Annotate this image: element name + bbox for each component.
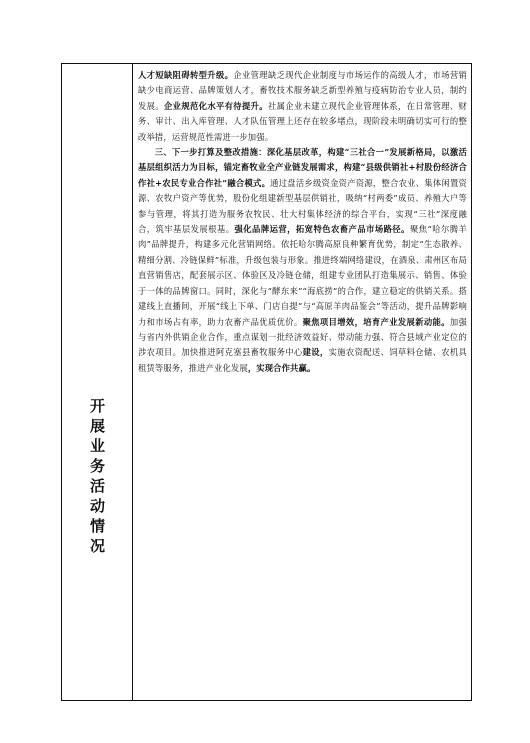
bold-text-run: 聚焦项目增效，培育产业发展新动能。 (302, 316, 450, 327)
body-text (138, 68, 467, 376)
section-label-char: 动 (89, 497, 105, 515)
section-label-char: 开 (89, 397, 105, 415)
section-label-char: 活 (89, 477, 105, 495)
bold-text-run: ，实现合作共赢。 (247, 362, 316, 373)
section-label-char: 业 (89, 437, 105, 455)
bold-text-run: 建设， (302, 347, 329, 358)
section-label-char: 况 (89, 537, 105, 555)
bold-text-run: 三、下一步打算及整改措施：深化基层改革，构建“三社合一”发展新格局，以激活基层组织活力为目标，锚定畜牧业全产业链发展需求，构建“县级供销社+村股份经济合作社+农民专业合作社”融合模式。 (138, 147, 467, 188)
bold-text-run: 企业规范化水平有待提升。 (164, 100, 268, 111)
paragraph (138, 145, 467, 376)
section-label-char: 务 (89, 457, 105, 475)
text-run: 实施农资配送、饲草料仓储、农机具租赁等服务，推进产业化发展 (138, 347, 468, 373)
section-label-char: 展 (89, 417, 105, 435)
text-run: 社属企业未建立现代企业管理体系，在日常管理、财务、审计、出入库管理、人才队伍管理上还存在较多堵点，现阶段未明确切实可行的整改举措，运营规范性需进一步加强。 (138, 100, 468, 142)
text-run: 聚焦“哈尔腾羊肉”品牌提升，构建多元化营销网络。依托哈尔腾高原良种繁育优势，制定“生态散养、精细分割、冷链保鲜”标准，升级包装与形象。推进终端网络建设，在酒泉、肃州区布局直营销售店，配套展示区、体验区及冷链仓储，组建专业团队打造集展示、销售、体验于一体的品牌窗口。同时，深化与“酵东来”“海底捞”的合作，建立稳定的供销关系。搭建线上直播间，开展“线上下单、门店自提”与“高原羊肉品鉴会”等活动，提升品牌影响力和市场占有率，助力农畜产品优质优价。 (138, 224, 467, 327)
section-label (62, 396, 133, 556)
paragraph (138, 68, 467, 145)
bold-text-run: 人才短缺阻碍转型升级。 (138, 70, 234, 80)
text-run: 通过盘活乡级资金资产资源，整合农业、集体闲置资源、农牧户资产等优势，股份化组建新型基层供销社，吸纳“村两委”成员、养殖大户等参与管理，将其打造为服务农牧民、壮大村集体经济的综合平台，实现“三社”深度融合，筑牢基层发展根基。 (138, 177, 467, 235)
text-run: 企业管理缺乏现代企业制度与市场运作的高级人才，市场营销缺少电商运营、品牌策划人才，畜牧技术服务缺乏新型养殖与疫病防治专业人员，制约发展。 (138, 70, 467, 111)
section-label-char: 情 (89, 517, 105, 535)
bold-text-run: 强化品牌运营，拓宽特色农畜产品市场路径。 (234, 224, 410, 235)
document-form (61, 63, 472, 701)
text-run: 加强与省内外供销企业合作，重点谋划一批经济效益好、带动能力强、符合县域产业定位的涉农项目。加快推进阿克塞县畜牧服务中心 (138, 316, 467, 358)
section-label-cell (62, 64, 133, 700)
